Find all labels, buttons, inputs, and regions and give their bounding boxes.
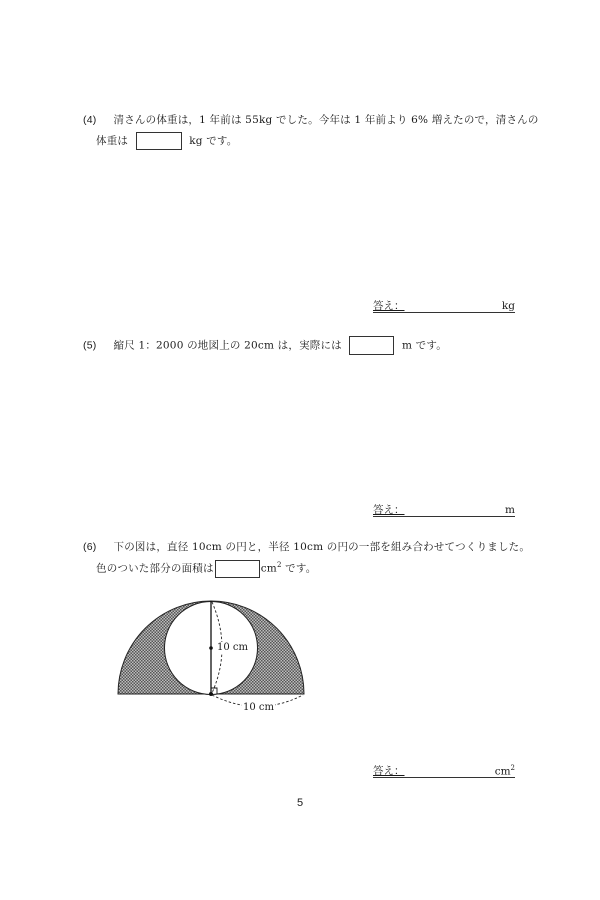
answer-label: 答え： — [373, 765, 405, 777]
question-4-number: (4) — [83, 114, 97, 126]
diameter-label: 10 cm — [217, 642, 248, 653]
answer-unit: kg — [501, 300, 515, 312]
page-number: 5 — [297, 797, 304, 809]
question-4-text-after-box: kg です。 — [189, 135, 238, 147]
answer-label: 答え： — [373, 504, 405, 516]
question-5-number: (5) — [83, 339, 97, 352]
question-5-text-after-box: m です。 — [401, 339, 447, 352]
question-4-text-before-box: 体重は — [96, 135, 129, 147]
question-6-answer-line[interactable] — [373, 763, 515, 779]
answer-underline — [373, 777, 515, 778]
question-6-unit: cm — [260, 562, 277, 575]
question-6-number: (6) — [83, 541, 97, 553]
answer-unit: $cm^2$ — [494, 763, 515, 777]
center-dot — [209, 646, 213, 650]
question-4-text: 清さんの体重は，1 年前は 55kg でした。今年は 1 年前より 6% 増えたので，清さんの — [113, 114, 539, 126]
question-5-text-before-box: 縮尺 1：2000 の地図上の 20cm は，実際には — [113, 339, 342, 352]
answer-label: 答え： — [373, 300, 405, 312]
answer-unit: m — [505, 504, 515, 516]
radius-label: 10 cm — [243, 702, 274, 713]
question-6-text: 下の図は，直径 10cm の円と，半径 10cm の円の一部を組み合わせてつくりました。 — [113, 541, 531, 553]
question-6-text-before-box: 色のついた部分の面積は — [96, 562, 214, 575]
question-6-text-after: です。 — [281, 562, 317, 575]
question-6-unit-superscript: 2 — [276, 561, 282, 569]
